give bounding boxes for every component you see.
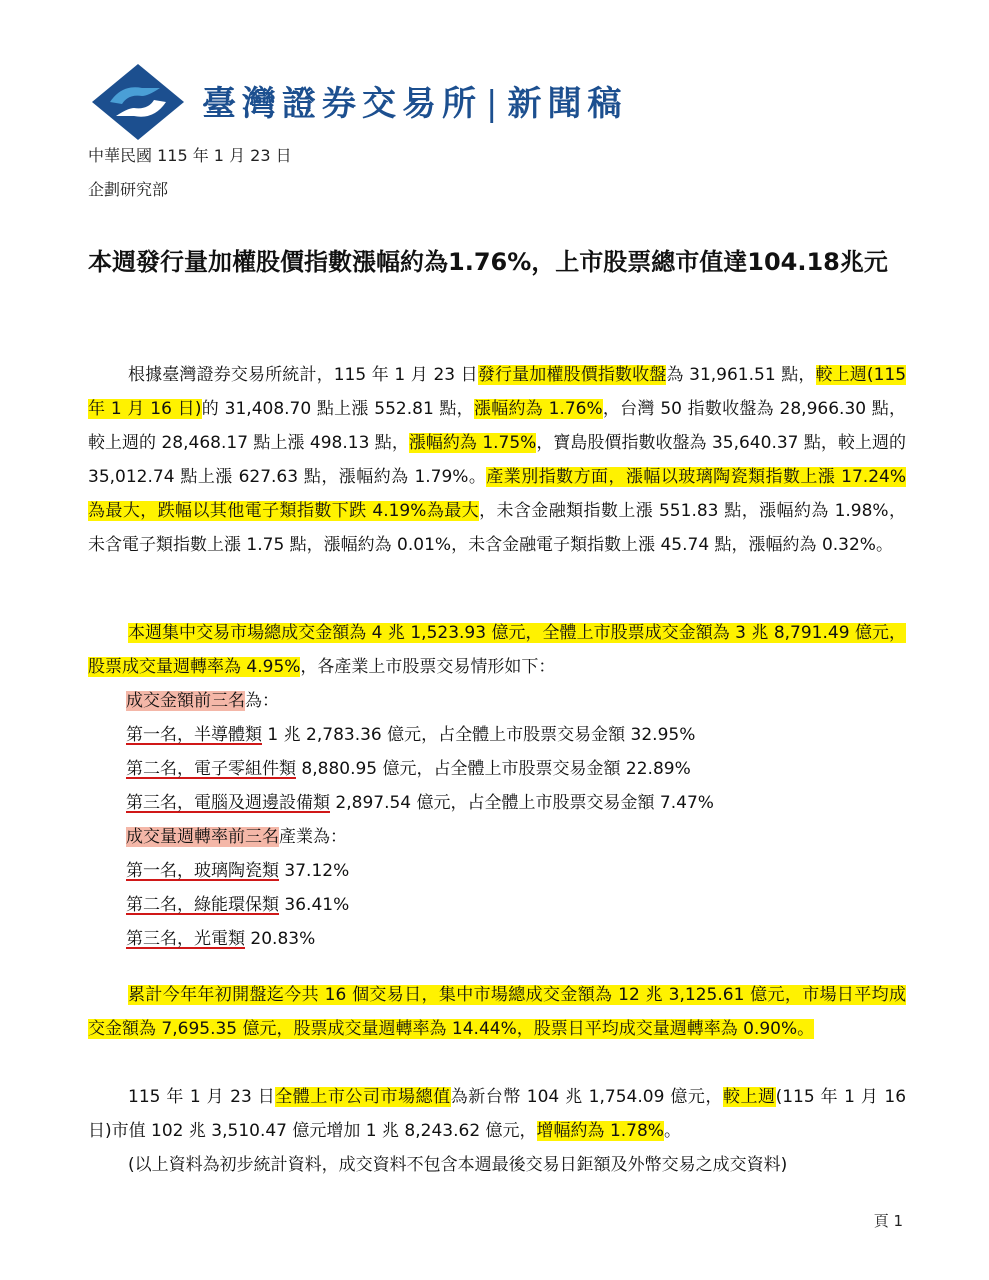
highlight: 本週集中交易市場總成交金額為 4 兆 1,523.93 億元，全體上市股票成交金額為 3 兆 8,791.49 億元，股票成交量週轉率為 4.95% (88, 623, 906, 677)
list-item (126, 786, 714, 820)
department: 企劃研究部 (88, 180, 169, 199)
top-value-heading (126, 684, 279, 718)
highlight: 增幅約為 1.78% (536, 1121, 664, 1141)
text-run: 115 年 1 月 23 日 (128, 1087, 276, 1107)
rank-label: 第一名，半導體類 (126, 725, 262, 745)
list-item (126, 752, 691, 786)
twse-logo-icon (90, 62, 186, 142)
letterhead (90, 62, 790, 142)
top-turnover-heading (126, 820, 347, 854)
text-run: 根據臺灣證券交易所統計，115 年 1 月 23 日 (128, 365, 478, 385)
list-item (126, 718, 695, 752)
rank-detail: 20.83% (245, 929, 316, 949)
rank-detail: 2,897.54 億元，占全體上市股票交易金額 7.47% (330, 793, 714, 813)
text-run: ，未含金融類指數上漲 551.83 點，漲幅約為 1.98%，未含電子類指數上漲 1.75 點，漲幅約為 0.01%，未含金融電子類指數上漲 45.74 點，漲幅約為 0.32%。 (88, 501, 906, 555)
text-run: 為： (245, 691, 279, 711)
text-run: ，寶島股價指數收盤為 35,640.37 點，較上週的 35,012.74 點上漲 627.63 點，漲幅約為 1.79%。 (88, 433, 906, 487)
list-item (126, 922, 315, 956)
text-run: 的 31,408.70 點上漲 552.81 點， (201, 399, 474, 419)
highlight: 發行量加權股價指數收盤 (477, 365, 667, 385)
text-run: ，各產業上市股票交易情形如下： (300, 657, 556, 677)
paragraph-market-cap (88, 1080, 906, 1148)
section-label: 成交金額前三名 (126, 691, 245, 711)
rank-label: 第一名，玻璃陶瓷類 (126, 861, 279, 881)
text-run: 為新台幣 104 兆 1,754.09 億元， (450, 1087, 723, 1107)
doc-type: 新聞稿 (507, 84, 628, 124)
page-number: 頁 1 (873, 1212, 903, 1230)
divider: | (486, 84, 504, 124)
highlight: 全體上市公司市場總值 (275, 1087, 451, 1107)
page-title: 本週發行量加權股價指數漲幅約為1.76%，上市股票總市值達104.18兆元 (88, 248, 888, 276)
org-name-text: 臺灣證券交易所 (202, 84, 482, 124)
rank-detail: 37.12% (279, 861, 350, 881)
paragraph-index (88, 358, 906, 562)
text-run: (115 年 1 月 16 日)市值 102 兆 3,510.47 億元增加 1 兆 8,243.62 億元， (88, 1087, 907, 1141)
press-date: 中華民國 115 年 1 月 23 日 (88, 146, 292, 165)
rank-label: 第二名，電子零組件類 (126, 759, 296, 779)
highlight: 較上週(115 年 1 月 16 日) (88, 365, 907, 419)
rank-detail: 36.41% (279, 895, 350, 915)
highlight: 產業別指數方面，漲幅以玻璃陶瓷類指數上漲 17.24%為最大，跌幅以其他電子類指數下跌 4.19%為最大 (88, 467, 906, 521)
rank-label: 第三名，光電類 (126, 929, 245, 949)
highlight: 累計今年年初開盤迄今共 16 個交易日，集中市場總成交金額為 12 兆 3,125.61 億元，市場日平均成交金額為 7,695.35 億元，股票成交量週轉率為 14.44%，股票日平均成交量週轉率為 0.90%。 (88, 985, 906, 1039)
highlight: 較上週 (722, 1087, 776, 1107)
list-item (126, 888, 349, 922)
paragraph-ytd (88, 978, 906, 1046)
list-item (126, 854, 349, 888)
section-label: 成交量週轉率前三名 (126, 827, 279, 847)
rank-detail: 1 兆 2,783.36 億元，占全體上市股票交易金額 32.95% (262, 725, 696, 745)
highlight: 漲幅約為 1.76% (473, 399, 603, 419)
rank-label: 第三名，電腦及週邊設備類 (126, 793, 330, 813)
text-run: ，台灣 50 指數收盤為 28,966.30 點，較上週的 28,468.17 點上漲 498.13 點， (88, 399, 906, 453)
paragraph-note: (以上資料為初步統計資料，成交資料不包含本週最後交易日鉅額及外幣交易之成交資料) (128, 1155, 788, 1175)
rank-label: 第二名，綠能環保類 (126, 895, 279, 915)
highlight: 漲幅約為 1.75% (408, 433, 537, 453)
rank-detail: 8,880.95 億元，占全體上市股票交易金額 22.89% (296, 759, 691, 779)
text-run: 。 (663, 1121, 681, 1141)
paragraph-weekly-trading (88, 616, 906, 684)
org-name (202, 76, 627, 125)
text-run: 產業為： (279, 827, 347, 847)
text-run: 為 31,961.51 點， (666, 365, 816, 385)
